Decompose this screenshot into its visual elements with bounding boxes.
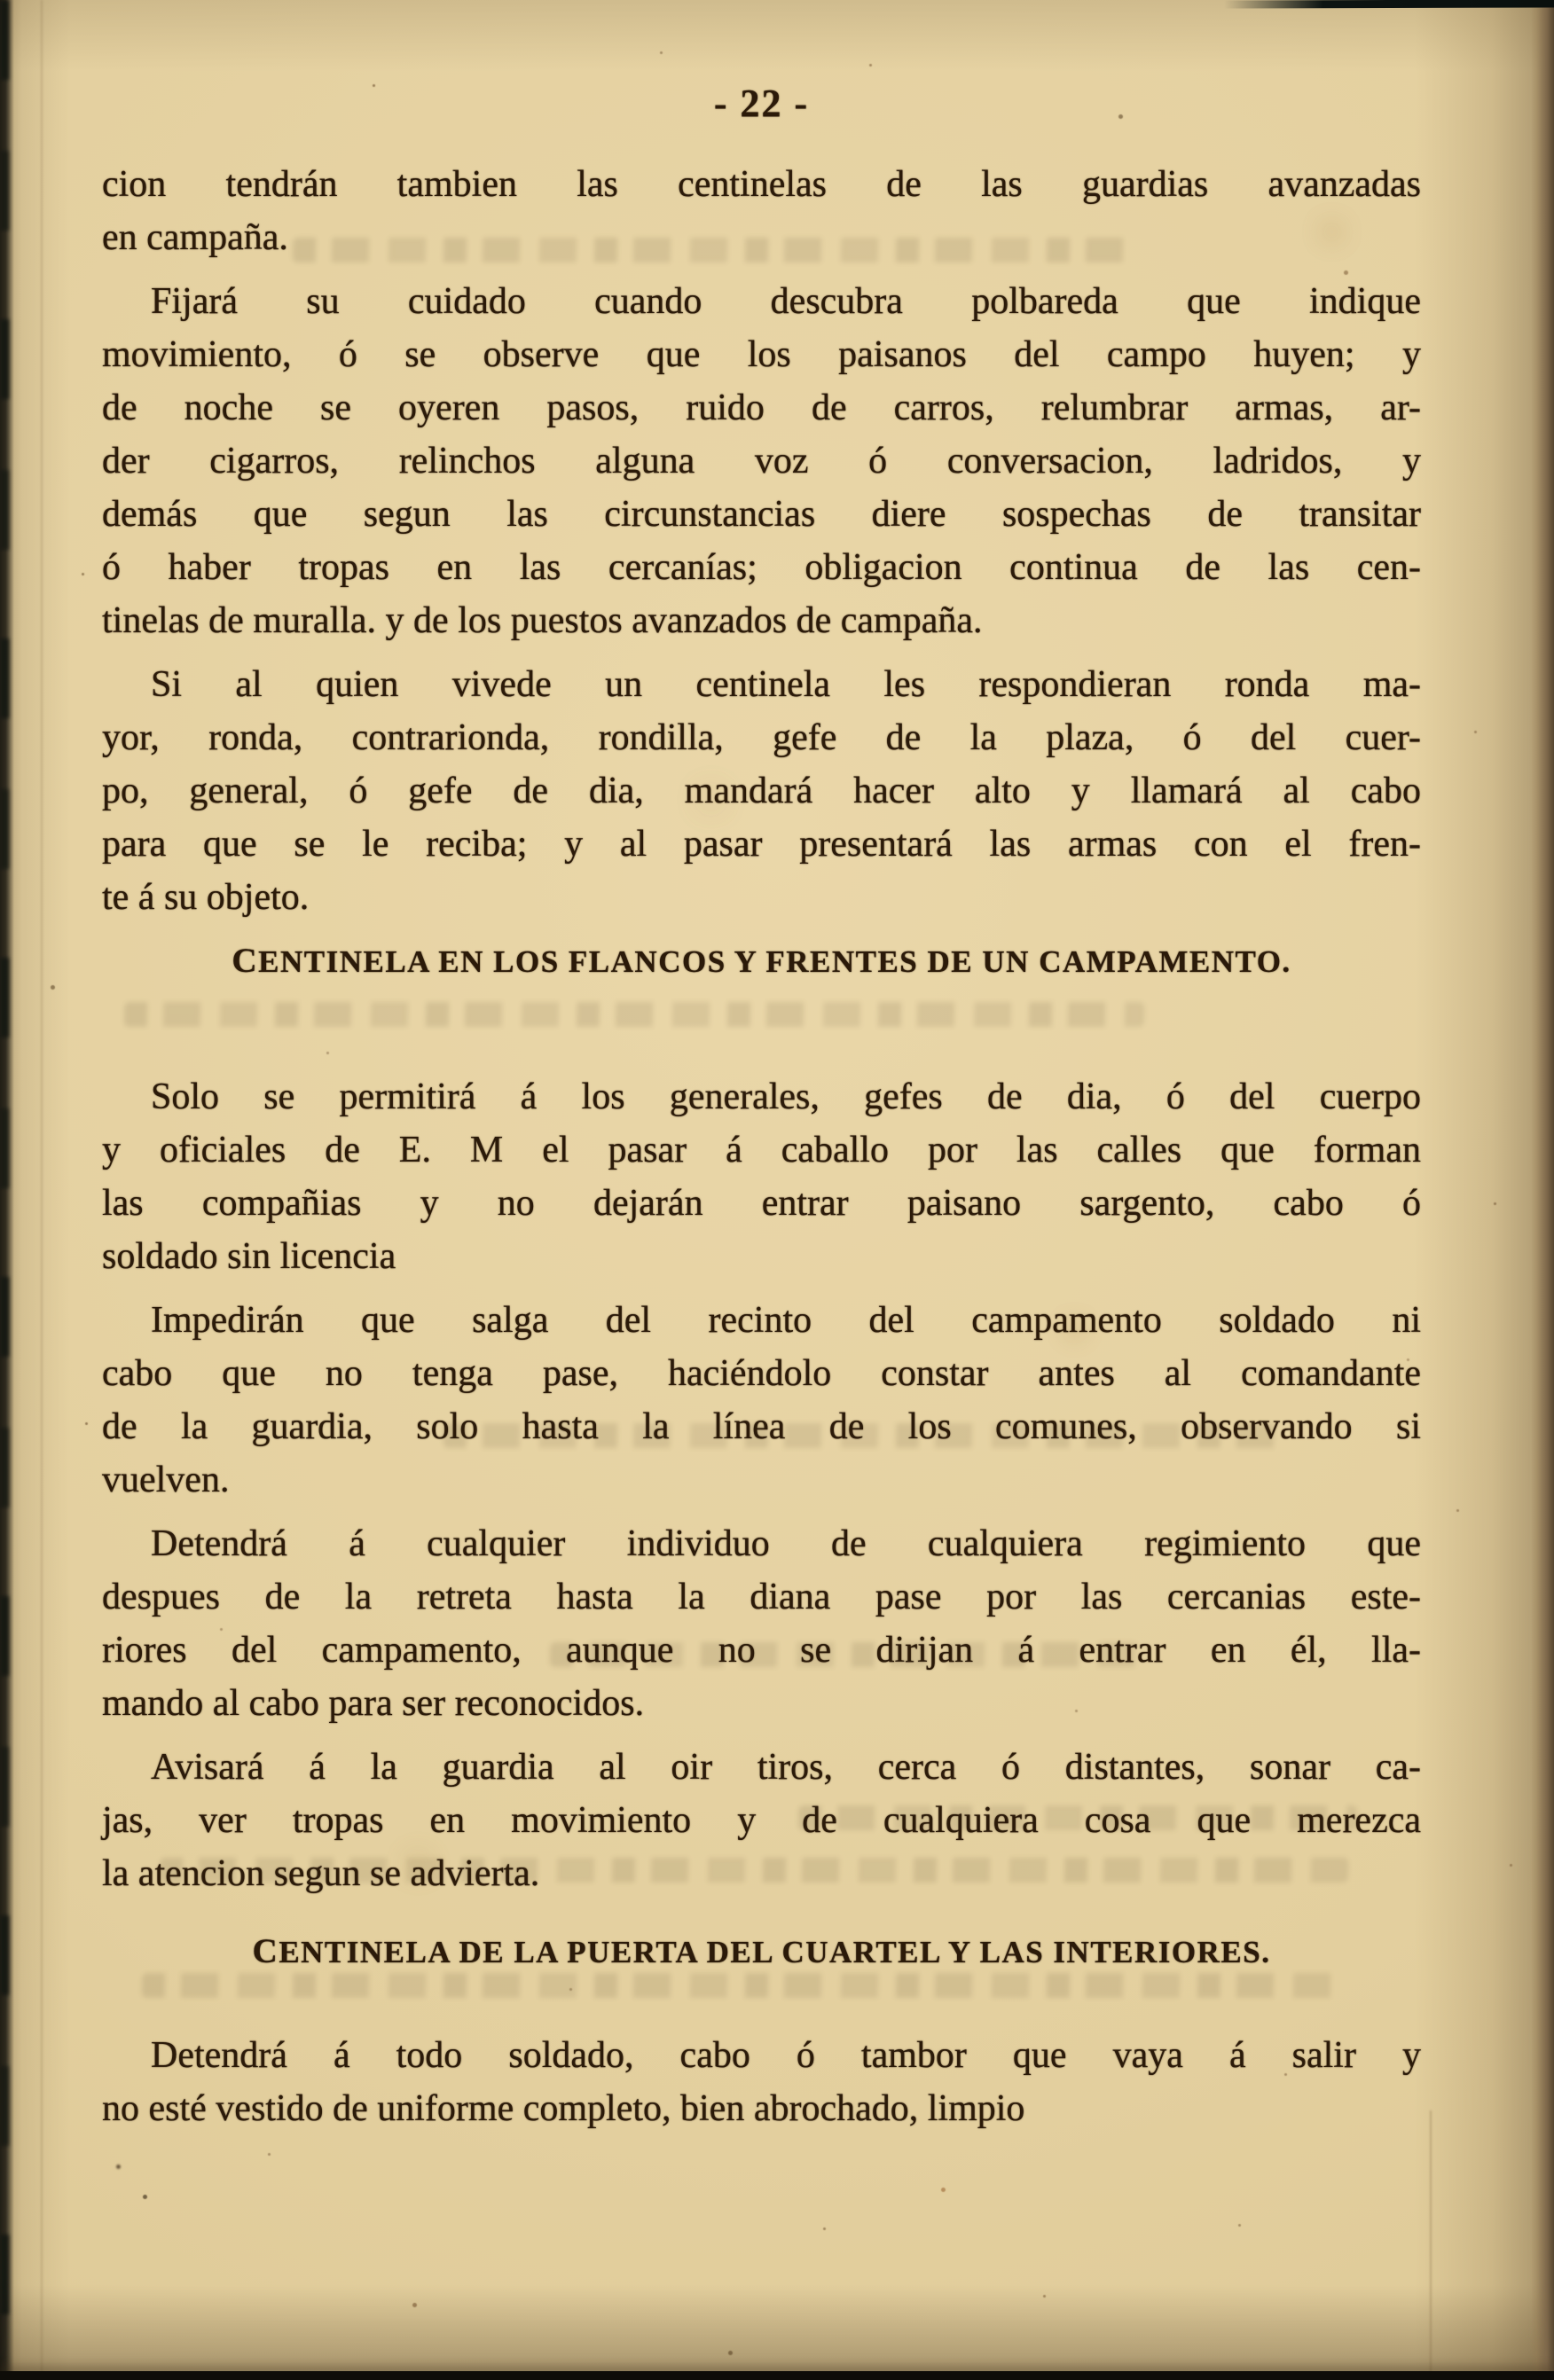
text-line: de la guardia, solo hasta la línea de los comunes, observando si xyxy=(102,1406,1421,1447)
text-line: Detendrá á cualquier individuo de cualquiera regimiento que xyxy=(151,1523,1421,1564)
text-line: tinelas de muralla. y de los puestos avanzados de campaña. xyxy=(102,600,983,641)
text-line: der cigarros, relinchos alguna voz ó conversacion, ladridos, y xyxy=(102,441,1421,481)
text-line: soldado sin licencia xyxy=(102,1236,396,1277)
text-line: de noche se oyeren pasos, ruido de carros, relumbrar armas, ar- xyxy=(102,388,1421,428)
text-line: la atencion segun se advierta. xyxy=(102,1853,540,1894)
scan-bottom-edge xyxy=(0,2371,1554,2380)
text-line: despues de la retreta hasta la diana pase por las cercanias este- xyxy=(102,1577,1421,1617)
text-line: para que se le reciba; y al pasar presentará las armas con el fren- xyxy=(102,824,1421,865)
text-line: yor, ronda, contrarionda, rondilla, gefe de la plaza, ó del cuer- xyxy=(102,717,1421,758)
page-number: - 22 - xyxy=(713,82,810,125)
paragraph xyxy=(102,1741,1421,1900)
paper-crease-left xyxy=(41,0,43,2380)
text-line: ó haber tropas en las cercanías; obligacion continua de las cen- xyxy=(102,547,1421,588)
text-line: cion tendrán tambien las centinelas de las guardias avanzadas xyxy=(102,164,1421,205)
text-line: po, general, ó gefe de dia, mandará hacer alto y llamará al cabo xyxy=(102,771,1421,811)
text-line: mando al cabo para ser reconocidos. xyxy=(102,1683,645,1724)
text-line: las compañias y no dejarán entrar paisano sargento, cabo ó xyxy=(102,1183,1421,1224)
text-line: y oficiales de E. M el pasar á caballo por las calles que forman xyxy=(102,1130,1421,1170)
text-line: Solo se permitirá á los generales, gefes de dia, ó del cuerpo xyxy=(151,1076,1421,1117)
paragraph xyxy=(102,1517,1421,1730)
page-left-edge xyxy=(0,0,14,2380)
text-line: te á su objeto. xyxy=(102,877,310,918)
page-content xyxy=(102,82,1421,2135)
text-line: Fijará su cuidado cuando descubra polbareda que indique xyxy=(151,281,1421,322)
paper-crease-right xyxy=(1430,2110,1432,2380)
text-line: cabo que no tenga pase, haciéndolo constar antes al comandante xyxy=(102,1353,1421,1394)
paragraph xyxy=(102,2029,1421,2135)
paragraph xyxy=(102,158,1421,264)
text-line: vuelven. xyxy=(102,1460,230,1500)
scan-top-edge xyxy=(1224,0,1554,8)
paragraph xyxy=(102,1294,1421,1507)
page-right-edge xyxy=(1531,0,1554,2380)
text-line: jas, ver tropas en movimiento y de cualquiera cosa que merezca xyxy=(102,1800,1421,1841)
text-line: Impedirán que salga del recinto del campamento soldado ni xyxy=(151,1300,1421,1341)
paragraph xyxy=(102,658,1421,924)
paragraph xyxy=(102,1070,1421,1283)
paragraph xyxy=(102,275,1421,647)
section-heading: CENTINELA DE LA PUERTA DEL CUARTEL Y LAS INTERIORES. xyxy=(252,1932,1271,1970)
section-heading: CENTINELA EN LOS FLANCOS Y FRENTES DE UN CAMPAMENTO. xyxy=(232,942,1291,980)
text-line: Detendrá á todo soldado, cabo ó tambor que vaya á salir y xyxy=(151,2035,1421,2076)
page-text xyxy=(102,158,1421,2135)
text-line: Avisará á la guardia al oir tiros, cerca ó distantes, sonar ca- xyxy=(151,1747,1421,1788)
text-line: demás que segun las circunstancias diere sospechas de transitar xyxy=(102,494,1421,535)
text-line: movimiento, ó se observe que los paisanos del campo huyen; y xyxy=(102,334,1421,375)
text-line: en campaña. xyxy=(102,217,288,258)
text-line: no esté vestido de uniforme completo, bien abrochado, limpio xyxy=(102,2088,1025,2129)
text-line: riores del campamento, aunque no se dirijan á entrar en él, lla- xyxy=(102,1630,1421,1671)
text-line: Si al quien vivede un centinela les respondieran ronda ma- xyxy=(151,664,1421,705)
